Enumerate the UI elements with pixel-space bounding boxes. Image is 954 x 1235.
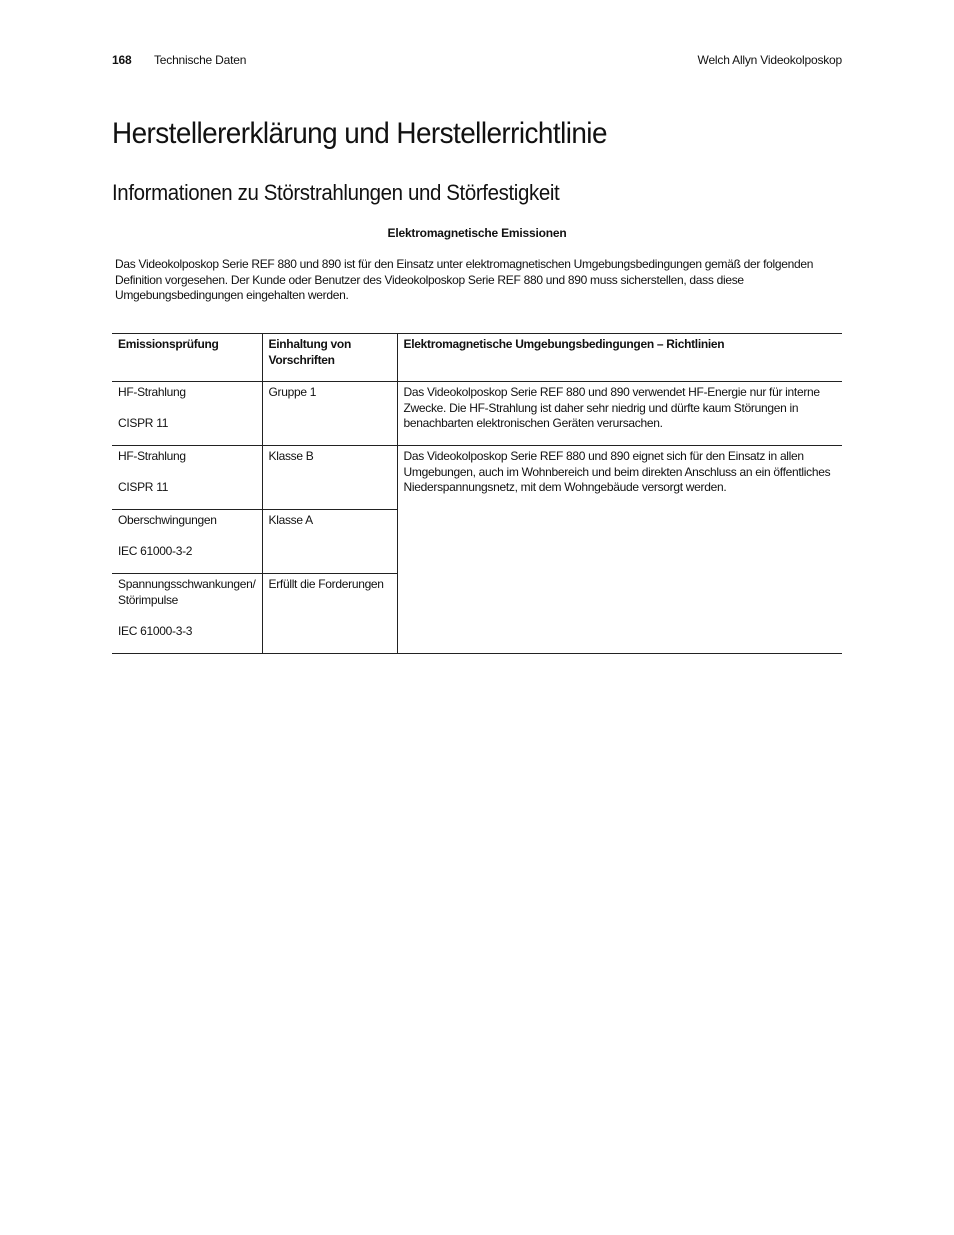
emission-standard: IEC 61000-3-2 xyxy=(118,544,193,558)
table-caption: Elektromagnetische Emissionen xyxy=(387,226,567,240)
emission-test-cell xyxy=(112,382,262,446)
table-row xyxy=(112,382,842,446)
page-number: 168 xyxy=(112,53,132,67)
table-header-row xyxy=(112,334,842,382)
guidance-cell: Das Videokolposkop Serie REF 880 und 890 eignet sich für den Einsatz in allen Umgebungen, auch im Wohnbereich und beim direkten Anschluss an ein öffentliches Niederspannungsnetz, mit dem Wohngebäude versorgt werden. xyxy=(397,446,842,654)
emission-test-cell xyxy=(112,574,262,654)
header-compliance: Einhaltung von Vorschriften xyxy=(262,334,397,382)
section-name: Technische Daten xyxy=(154,53,247,67)
emission-test-cell xyxy=(112,446,262,510)
emission-standard: IEC 61000-3-3 xyxy=(118,623,193,638)
emission-test-name: Spannungsschwankungen/ Störimpulse xyxy=(118,577,256,607)
compliance-cell: Klasse A xyxy=(262,510,397,574)
page-header xyxy=(112,53,842,69)
section-title: Informationen zu Störstrahlungen und Störfestigkeit xyxy=(112,180,560,205)
table-row xyxy=(112,446,842,510)
emission-test-name: HF-Strahlung xyxy=(118,385,186,399)
emission-standard: CISPR 11 xyxy=(118,480,169,494)
emissions-table xyxy=(112,333,842,654)
emission-test-name: HF-Strahlung xyxy=(118,449,186,463)
compliance-cell: Gruppe 1 xyxy=(262,382,397,446)
page-title: Herstellererklärung und Herstellerrichtlinie xyxy=(112,117,607,150)
header-guidance: Elektromagnetische Umgebungsbedingungen – Richtlinien xyxy=(397,334,842,382)
compliance-cell: Klasse B xyxy=(262,446,397,510)
book-title: Welch Allyn Videokolposkop xyxy=(697,53,842,67)
intro-paragraph: Das Videokolposkop Serie REF 880 und 890 ist für den Einsatz unter elektromagnetischen Umgebungsbedingungen gemäß der folgenden Definition vorgesehen. Der Kunde oder Benutzer des Videokolposkop Serie REF 880 und 890 muss sicherstellen, dass diese Umgebungsbedingungen eingehalten werden. xyxy=(115,257,814,302)
guidance-cell: Das Videokolposkop Serie REF 880 und 890 verwendet HF-Energie nur für interne Zwecke. Die HF-Strahlung ist daher sehr niedrig und dürfte kaum Störungen in benachbarten elektronischen Geräten verursachen. xyxy=(397,382,842,446)
emission-test-cell xyxy=(112,510,262,574)
emission-standard: CISPR 11 xyxy=(118,416,169,430)
compliance-cell: Erfüllt die Forderungen xyxy=(262,574,397,654)
header-emission-test: Emissionsprüfung xyxy=(112,334,262,382)
emission-test-name: Oberschwingungen xyxy=(118,513,217,527)
